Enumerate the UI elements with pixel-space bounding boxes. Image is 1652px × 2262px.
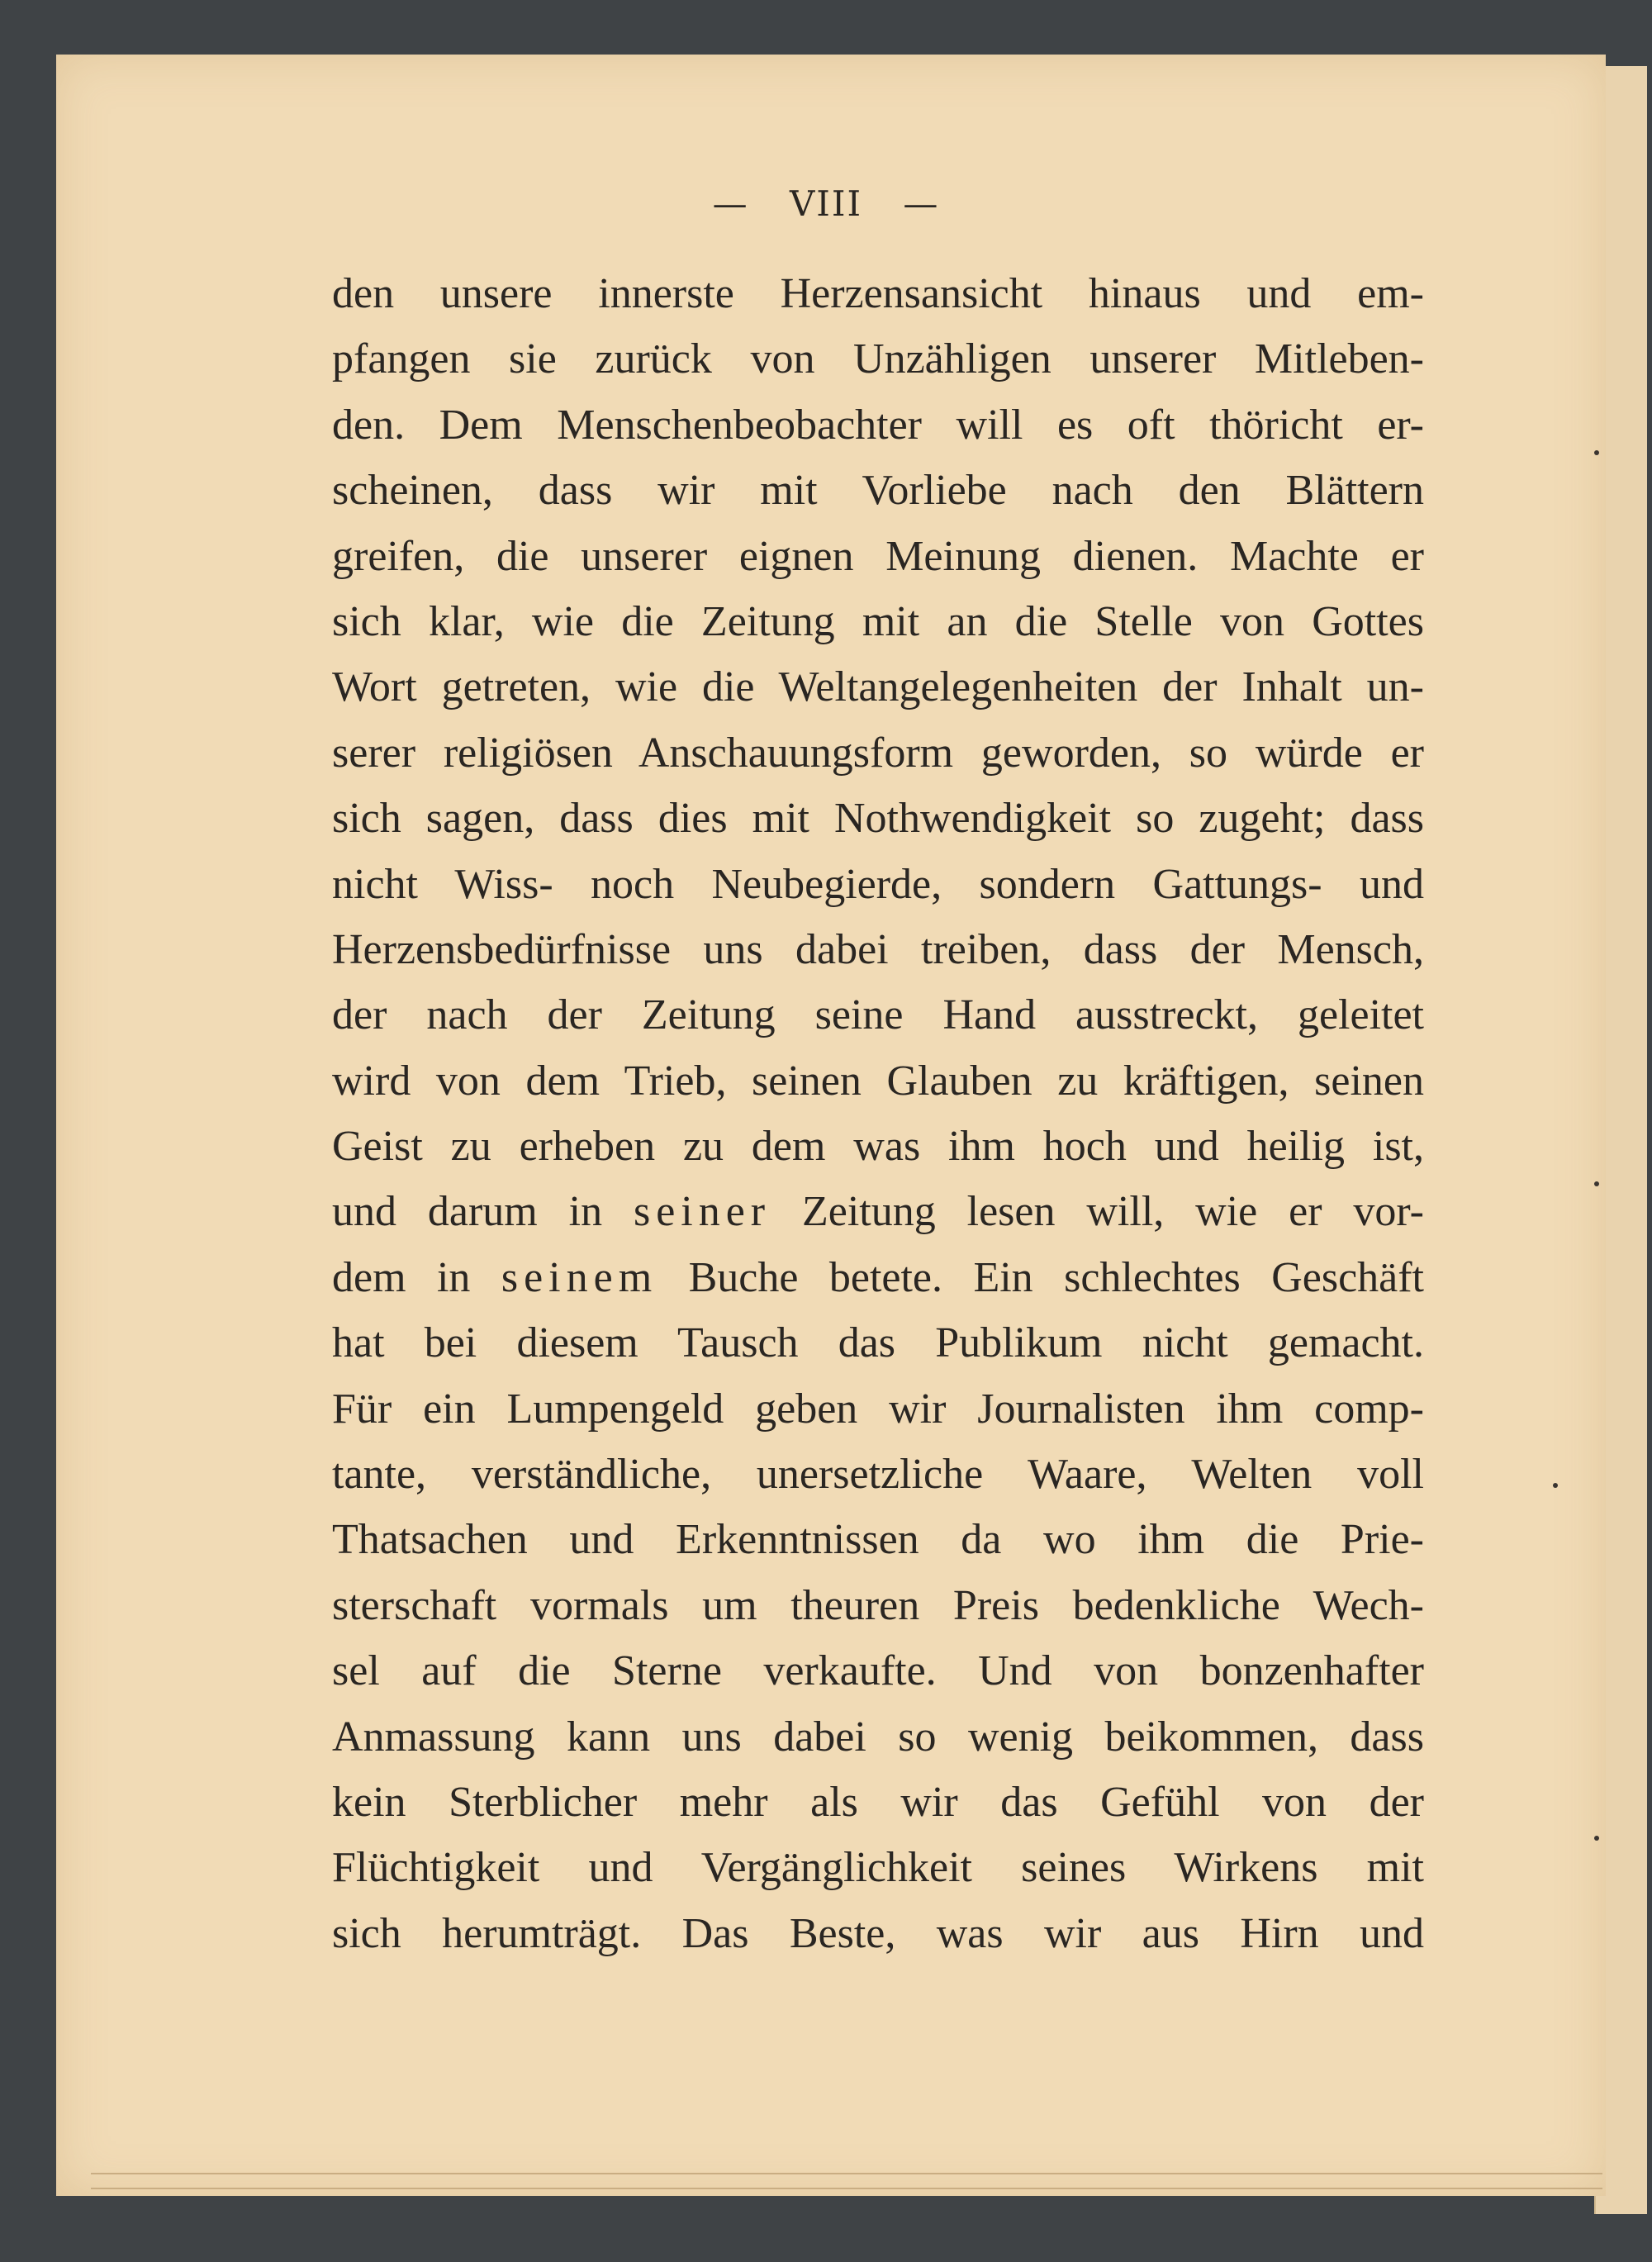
margin-speck	[1594, 1836, 1599, 1841]
text-line: sich klar, wie die Zeitung mit an die Stelle von Gottes	[332, 597, 1424, 645]
text-line: Flüchtigkeit und Vergänglichkeit seines Wirkens mit	[332, 1844, 1424, 1892]
text-segment: und darum in	[332, 1188, 634, 1236]
text-line: Geist zu erheben zu dem was ihm hoch und heilig ist,	[332, 1123, 1424, 1171]
page-header	[0, 183, 1652, 224]
text-line: nicht Wiss- noch Neubegierde, sondern Gattungs- und	[332, 860, 1424, 908]
page-body-text	[332, 261, 1424, 1966]
text-line: Wort getreten, wie die Weltangelegenheiten der Inhalt un-	[332, 663, 1424, 711]
text-segment: dem in	[332, 1253, 501, 1301]
margin-speck	[1594, 450, 1599, 455]
text-line: Herzensbedürfnisse uns dabei treiben, dass der Mensch,	[332, 925, 1424, 973]
text-line: Für ein Lumpengeld geben wir Journalisten ihm comp-	[332, 1385, 1424, 1433]
header-dash-right: —	[903, 183, 940, 224]
margin-speck	[1553, 1483, 1558, 1488]
text-line: kein Sterblicher mehr als wir das Gefühl von der	[332, 1778, 1424, 1826]
text-line: Anmassung kann uns dabei so wenig beikommen, dass	[332, 1713, 1424, 1761]
text-line: hat bei diesem Tausch das Publikum nicht gemacht.	[332, 1319, 1424, 1367]
text-line: tante, verständliche, unersetzliche Waare, Welten voll	[332, 1451, 1424, 1499]
text-line: sel auf die Sterne verkaufte. Und von bonzenhafter	[332, 1647, 1424, 1695]
text-line: wird von dem Trieb, seinen Glauben zu kräftigen, seinen	[332, 1057, 1424, 1105]
text-line: den unsere innerste Herzensansicht hinaus und em-	[332, 270, 1424, 317]
margin-speck	[1594, 1181, 1599, 1186]
emphasized-word: seiner	[633, 1188, 771, 1236]
text-line: sterschaft vormals um theuren Preis bedenkliche Wech-	[332, 1581, 1424, 1629]
text-line: Thatsachen und Erkenntnissen da wo ihm die Prie-	[332, 1516, 1424, 1564]
header-dash-left: —	[712, 183, 749, 224]
page-number: VIII	[789, 183, 863, 224]
text-line: sich sagen, dass dies mit Nothwendigkeit so zugeht; dass	[332, 795, 1424, 843]
text-line-spaced	[332, 1245, 1424, 1310]
text-line: serer religiösen Anschauungsform geworden, so würde er	[332, 729, 1424, 777]
text-line: pfangen sie zurück von Unzähligen unserer Mitleben-	[332, 335, 1424, 383]
text-line: der nach der Zeitung seine Hand ausstreckt, geleitet	[332, 991, 1424, 1039]
text-line: den. Dem Menschenbeobachter will es oft thöricht er-	[332, 401, 1424, 449]
text-segment: Zeitung lesen will, wie er vor-	[771, 1188, 1424, 1236]
text-line: greifen, die unserer eignen Meinung dienen. Machte er	[332, 532, 1424, 580]
text-line: sich herumträgt. Das Beste, was wir aus Hirn und	[332, 1909, 1424, 1957]
text-segment: Buche betete. Ein schlechtes Geschäft	[657, 1253, 1425, 1301]
page-stack-edge	[91, 2173, 1602, 2189]
emphasized-word: seinem	[501, 1253, 658, 1301]
text-line-spaced	[332, 1179, 1424, 1244]
text-line: scheinen, dass wir mit Vorliebe nach den Blättern	[332, 467, 1424, 515]
